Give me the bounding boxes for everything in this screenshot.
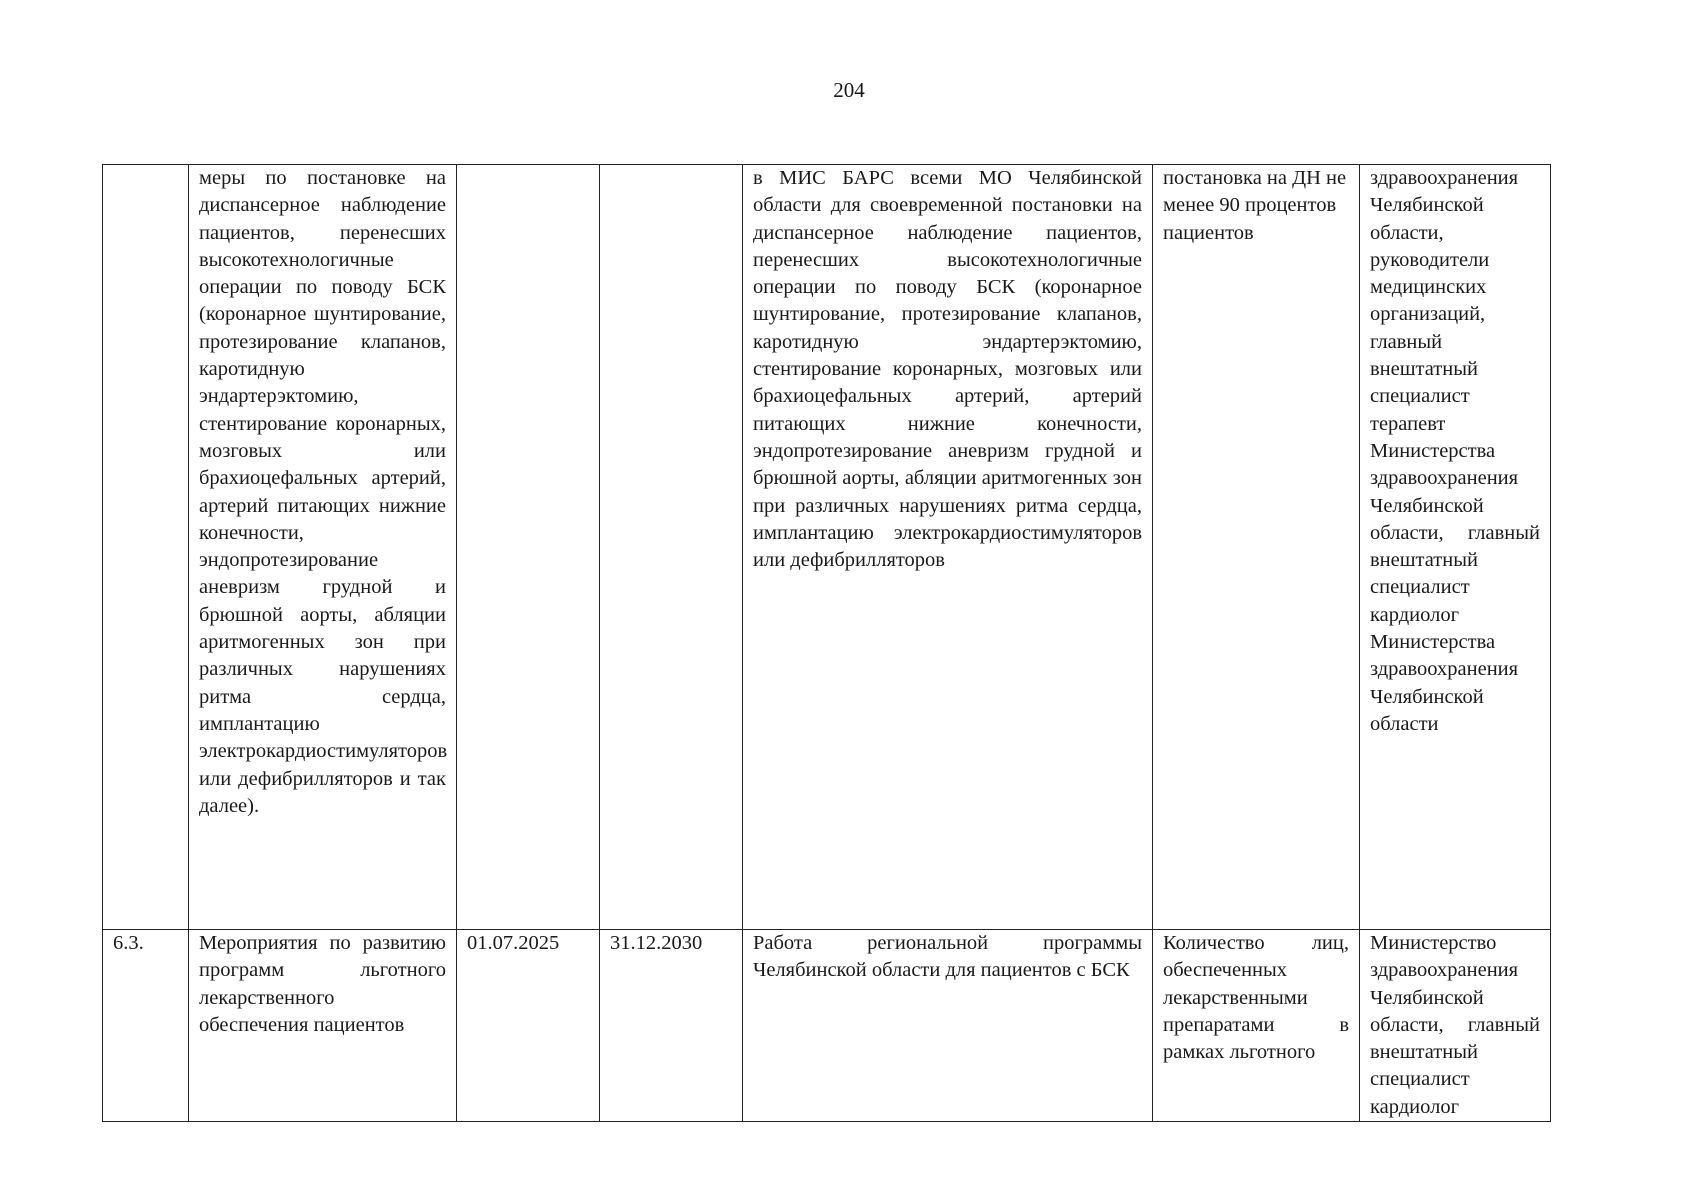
measure-cell: меры по постановке на диспансерное наблюдение пациентов, перенесших высокотехнологичные операции по поводу БСК (коронарное шунтирование, протезирование клапанов, каротидную эндартерэктомию, стентирование коронарных, мозговых или брахиоцефальных артерий, артерий питающих нижние конечности, эндопротезирование аневризм грудной и брюшной аорты, абляции аритмогенных зон при различных нарушениях ритма сердца, имплантацию электрокардиостимуляторов или дефибрилляторов и так далее). [189, 165, 457, 930]
end-date-cell: 31.12.2030 [600, 930, 743, 1122]
end-date-cell [600, 165, 743, 930]
measures-table [102, 164, 1551, 1122]
responsible-cell: здравоохранения Челябинской области, руководители медицинских организаций, главный внештатный специалист терапевт Министерства здравоохранения Челябинской области, главный внештатный специалист кардиолог Министерства здравоохранения Челябинской области [1360, 165, 1551, 930]
row-number-cell [103, 165, 189, 930]
result-cell: Количество лиц, обеспеченных лекарственными препаратами в рамках льготного [1153, 930, 1360, 1122]
responsible-cell: Министерство здравоохранения Челябинской области, главный внештатный специалист кардиолог [1360, 930, 1551, 1122]
table-row [103, 930, 1551, 1122]
description-cell: в МИС БАРС всеми МО Челябинской области для своевременной постановки на диспансерное наблюдение пациентов, перенесших высокотехнологичные операции по поводу БСК (коронарное шунтирование, протезирование клапанов, каротидную эндартерэктомию, стентирование коронарных, мозговых или брахиоцефальных артерий, артерий питающих нижние конечности, эндопротезирование аневризм грудной и брюшной аорты, абляции аритмогенных зон при различных нарушениях ритма сердца, имплантацию электрокардиостимуляторов или дефибрилляторов [743, 165, 1153, 930]
measure-cell: Мероприятия по развитию программ льготного лекарственного обеспечения пациентов [189, 930, 457, 1122]
result-cell: постановка на ДН не менее 90 процентов пациентов [1153, 165, 1360, 930]
row-number-cell: 6.3. [103, 930, 189, 1122]
table-row [103, 165, 1551, 930]
page-number: 204 [833, 78, 865, 102]
start-date-cell [457, 165, 600, 930]
start-date-cell: 01.07.2025 [457, 930, 600, 1122]
description-cell: Работа региональной программы Челябинской области для пациентов с БСК [743, 930, 1153, 1122]
